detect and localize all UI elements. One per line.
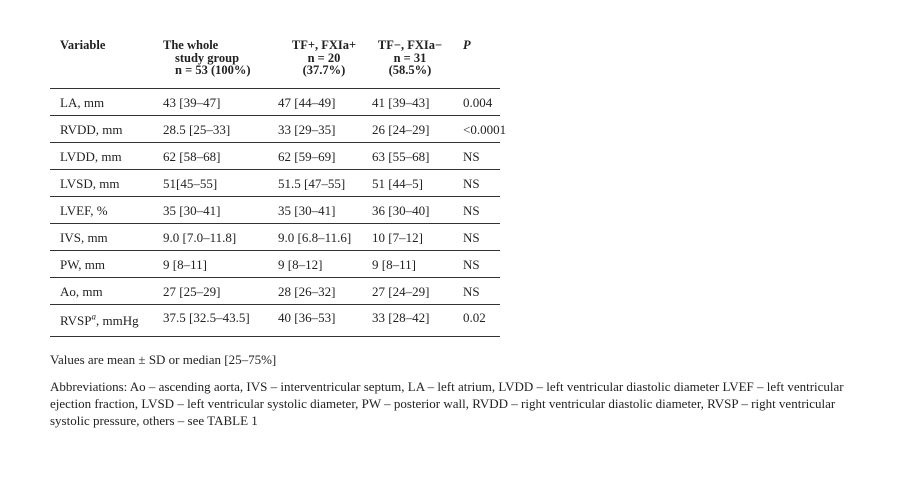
table-row [50, 88, 500, 116]
cell-variable [60, 123, 123, 137]
cell-tf-positive: 28 [26–32] [278, 284, 336, 299]
variable-name: RVSP [60, 313, 92, 328]
cell-p-value: 0.004 [463, 95, 493, 110]
cell-tf-negative: 63 [55–68] [372, 149, 430, 164]
cell-tf-positive: 33 [29–35] [278, 122, 336, 137]
header-whole-line-3: n = 53 (100%) [175, 63, 251, 77]
cell-tf-negative: 26 [24–29] [372, 122, 430, 137]
cell-whole-group: 9.0 [7.0–11.8] [163, 230, 237, 245]
variable-unit: , mmHg [95, 313, 139, 328]
cell-p-value: NS [463, 149, 480, 164]
cell-p-value: NS [463, 230, 480, 245]
cell-p-value: NS [463, 176, 480, 191]
cell-p-value: NS [463, 203, 480, 218]
cell-whole-group: 62 [58–68] [163, 149, 221, 164]
cell-tf-positive: 9.0 [6.8–11.6] [278, 230, 352, 245]
cell-whole-group: 27 [25–29] [163, 284, 221, 299]
cell-variable [60, 177, 119, 191]
variable-name: LVSD, mm [60, 176, 120, 191]
cell-variable [60, 285, 103, 299]
header-tf-negative-line-2: n = 31 [393, 50, 427, 65]
cell-tf-positive: 40 [36–53] [278, 310, 336, 325]
variable-name: Ao, mm [60, 284, 103, 299]
header-variable-label: Variable [60, 38, 106, 52]
header-p-label: P [463, 38, 471, 52]
cell-variable [60, 311, 139, 328]
cell-whole-group: 37.5 [32.5–43.5] [163, 310, 250, 325]
cell-tf-negative: 51 [44–5] [372, 176, 423, 191]
header-tf-positive-line-3: (37.7%) [302, 63, 346, 77]
header-variable [60, 39, 105, 52]
cell-variable [60, 96, 104, 110]
cell-whole-group: 43 [39–47] [163, 95, 221, 110]
variable-name: RVDD, mm [60, 122, 123, 137]
cell-p-value: NS [463, 284, 480, 299]
header-tf-negative-line-1: TF−, FXIa− [377, 38, 443, 52]
footnote-marker: a [91, 311, 96, 322]
cell-tf-positive: 47 [44–49] [278, 95, 336, 110]
header-tf-positive-line-2: n = 20 [307, 50, 341, 65]
table-row [50, 142, 500, 170]
cell-tf-negative: 36 [30–40] [372, 203, 430, 218]
header-whole-line-1: The whole [163, 38, 219, 52]
table-row [50, 169, 500, 197]
cell-p-value: NS [463, 257, 480, 272]
abbreviations-note: Abbreviations: Ao – ascending aorta, IVS – interventricular septum, LA – left atrium, LVDD – left ventricular diastolic diameter LVEF – left ventricular ejection fraction, LVSD – left ventricular systolic diameter, PW – posterior wall, RVDD – right ventricular diastolic diameter, RVSP – right ventricular systolic pressure, others – see TABLE 1 [50, 379, 844, 428]
header-tf-negative-line-3: (58.5%) [388, 63, 432, 77]
variable-name: PW, mm [60, 257, 106, 272]
cell-tf-negative: 41 [39–43] [372, 95, 430, 110]
table-row [50, 250, 500, 278]
table-row [50, 223, 500, 251]
header-tf-positive-line-1: TF+, FXIa+ [291, 38, 357, 52]
cell-tf-positive: 51.5 [47–55] [278, 176, 346, 191]
cell-tf-negative: 27 [24–29] [372, 284, 430, 299]
cell-tf-positive: 35 [30–41] [278, 203, 336, 218]
header-whole-group [163, 39, 273, 77]
table-row [50, 196, 500, 224]
header-tf-positive [278, 39, 370, 77]
cell-variable [60, 258, 105, 272]
cell-variable [60, 150, 122, 164]
variable-name: LVEF, % [60, 203, 108, 218]
cell-tf-negative: 10 [7–12] [372, 230, 423, 245]
table-row [50, 277, 500, 305]
header-p-value [463, 39, 471, 52]
variable-name: LA, mm [60, 95, 105, 110]
cell-tf-negative: 9 [8–11] [372, 257, 416, 272]
cell-p-value: <0.0001 [463, 122, 507, 137]
table-row [50, 115, 507, 143]
cell-variable [60, 231, 108, 245]
cell-variable [60, 204, 108, 218]
cell-whole-group: 35 [30–41] [163, 203, 221, 218]
header-tf-negative [372, 39, 448, 77]
table-row [50, 304, 500, 337]
variable-name: LVDD, mm [60, 149, 122, 164]
cell-tf-positive: 62 [59–69] [278, 149, 336, 164]
cell-tf-negative: 33 [28–42] [372, 310, 430, 325]
cell-p-value: 0.02 [463, 310, 486, 325]
cell-whole-group: 51[45–55] [163, 176, 218, 191]
cell-whole-group: 28.5 [25–33] [163, 122, 231, 137]
variable-name: IVS, mm [60, 230, 108, 245]
cell-tf-positive: 9 [8–12] [278, 257, 323, 272]
cell-whole-group: 9 [8–11] [163, 257, 207, 272]
header-whole-line-2: study group [175, 50, 240, 65]
values-note: Values are mean ± SD or median [25–75%] [50, 352, 277, 367]
